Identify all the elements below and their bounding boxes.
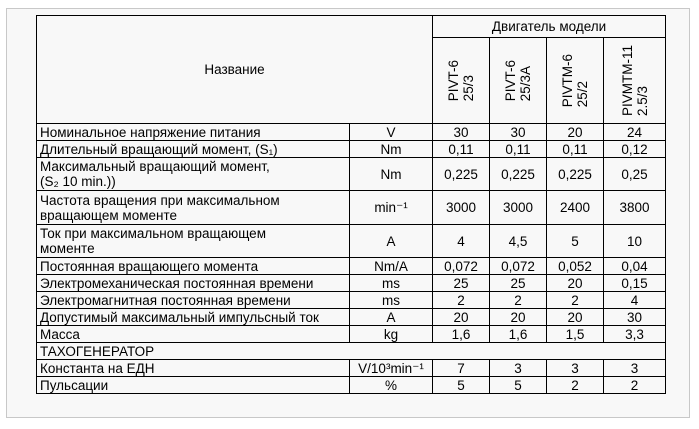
value: 3 bbox=[514, 360, 522, 376]
value-cell bbox=[433, 326, 490, 343]
value-cell bbox=[547, 191, 604, 225]
value: 5 bbox=[514, 377, 522, 393]
table-row bbox=[37, 377, 666, 394]
param-name: Допустимый максимальный импульсный ток bbox=[40, 309, 319, 325]
param-name-line2: моменте bbox=[40, 241, 95, 256]
value: 30 bbox=[510, 124, 526, 140]
param-name: Масса bbox=[40, 326, 80, 342]
value: 5 bbox=[457, 377, 465, 393]
value-cell bbox=[490, 191, 547, 225]
unit: % bbox=[385, 377, 398, 393]
param-name: Константа на ЕДН bbox=[40, 360, 155, 376]
value-cell bbox=[547, 275, 604, 292]
value-cell bbox=[490, 141, 547, 158]
value-cell bbox=[547, 309, 604, 326]
unit: Nm/A bbox=[374, 258, 408, 274]
unit: A bbox=[386, 309, 396, 325]
value-cell bbox=[547, 292, 604, 309]
models-header-cell bbox=[433, 16, 666, 38]
table-row bbox=[37, 158, 666, 191]
models-header: Двигатель модели bbox=[491, 19, 607, 34]
table-row bbox=[37, 360, 666, 377]
value-cell bbox=[604, 225, 666, 258]
value-cell bbox=[433, 158, 490, 191]
param-name-cell bbox=[37, 124, 350, 141]
model-cell-3 bbox=[547, 38, 604, 124]
value-cell bbox=[490, 124, 547, 141]
value-cell bbox=[433, 225, 490, 258]
value-cell bbox=[547, 360, 604, 377]
param-name-cell bbox=[37, 292, 350, 309]
value: 30 bbox=[453, 124, 469, 140]
unit: Nm bbox=[380, 141, 402, 157]
unit: kg bbox=[383, 326, 399, 342]
value: 4,5 bbox=[508, 233, 528, 249]
value: 2 bbox=[457, 292, 465, 308]
value: 0,12 bbox=[621, 141, 648, 157]
param-name: Постоянная вращающего момента bbox=[40, 258, 259, 274]
value: 20 bbox=[567, 309, 583, 325]
unit: V bbox=[386, 124, 396, 140]
table-row bbox=[37, 124, 666, 141]
table-row bbox=[37, 258, 666, 275]
value-cell bbox=[547, 158, 604, 191]
table-row bbox=[37, 326, 666, 343]
value: 30 bbox=[627, 309, 643, 325]
value: 20 bbox=[453, 309, 469, 325]
value: 1,5 bbox=[565, 326, 585, 342]
value: 3000 bbox=[502, 200, 534, 215]
table-row bbox=[37, 275, 666, 292]
value: 10 bbox=[627, 233, 643, 249]
value: 24 bbox=[627, 124, 643, 140]
value: 0,072 bbox=[501, 258, 535, 274]
param-name-cell bbox=[37, 225, 350, 258]
value-cell bbox=[604, 292, 666, 309]
value: 3 bbox=[630, 360, 639, 376]
value: 20 bbox=[510, 309, 526, 325]
value-cell bbox=[433, 124, 490, 141]
value: 0,11 bbox=[562, 141, 588, 157]
table-row bbox=[37, 191, 666, 225]
table-row bbox=[37, 309, 666, 326]
value-cell bbox=[433, 377, 490, 394]
param-name: Электромагнитная постоянная времени bbox=[40, 292, 291, 308]
value-cell bbox=[433, 309, 490, 326]
param-name-cell bbox=[37, 158, 350, 191]
value: 0,04 bbox=[621, 258, 648, 274]
value-cell bbox=[490, 275, 547, 292]
value: 4 bbox=[457, 233, 465, 249]
table-row bbox=[37, 292, 666, 309]
unit-cell bbox=[350, 326, 433, 343]
section-title: ТАХОГЕНЕРАТОР bbox=[40, 343, 155, 359]
unit: ms bbox=[382, 292, 400, 308]
name-header-cell bbox=[37, 16, 433, 124]
param-name-cell bbox=[37, 309, 350, 326]
value-cell bbox=[433, 191, 490, 225]
unit: A bbox=[386, 233, 396, 249]
value-cell bbox=[433, 292, 490, 309]
value: 0,25 bbox=[621, 166, 648, 182]
param-name: Ток при максимальном вращающем bbox=[40, 226, 266, 241]
value: 0,11 bbox=[448, 141, 474, 157]
value: 1,6 bbox=[451, 326, 471, 342]
model-cell-1 bbox=[433, 38, 490, 124]
value-cell bbox=[490, 326, 547, 343]
value: 0,11 bbox=[505, 141, 531, 157]
model-label: PIVT-6 25/3 bbox=[446, 59, 477, 102]
value-cell bbox=[604, 275, 666, 292]
value-cell bbox=[547, 124, 604, 141]
value-cell bbox=[490, 360, 547, 377]
value: 25 bbox=[453, 275, 469, 291]
value: 0,072 bbox=[444, 258, 478, 274]
value-cell bbox=[490, 309, 547, 326]
param-name-cell bbox=[37, 258, 350, 275]
unit: ms bbox=[382, 275, 400, 291]
param-name-cell bbox=[37, 326, 350, 343]
unit-cell bbox=[350, 275, 433, 292]
value: 20 bbox=[567, 124, 583, 140]
param-name-cell bbox=[37, 377, 350, 394]
value: 0,225 bbox=[558, 166, 592, 182]
param-name-line2: (S₂ 10 min.)) bbox=[40, 174, 116, 189]
unit: V/10³min⁻¹ bbox=[358, 360, 424, 376]
value: 7 bbox=[457, 360, 465, 376]
param-name-cell bbox=[37, 191, 350, 225]
value: 4 bbox=[630, 292, 639, 308]
value: 5 bbox=[571, 233, 579, 249]
param-name: Номинальное напряжение питания bbox=[40, 124, 261, 140]
param-name-cell bbox=[37, 275, 350, 292]
param-name: Частота вращения при максимальном bbox=[40, 192, 280, 208]
value-cell bbox=[490, 292, 547, 309]
value: 3 bbox=[571, 360, 579, 376]
table-row bbox=[37, 141, 666, 158]
value: 2 bbox=[630, 377, 639, 393]
name-header: Название bbox=[204, 62, 265, 77]
model-cell-4 bbox=[604, 38, 666, 124]
param-name: Электромеханическая постоянная времени bbox=[40, 275, 314, 291]
unit: min⁻¹ bbox=[374, 200, 408, 215]
param-name: Пульсации bbox=[40, 377, 109, 393]
value-cell bbox=[604, 309, 666, 326]
value-cell bbox=[604, 258, 666, 275]
unit-cell bbox=[350, 377, 433, 394]
param-name-cell bbox=[37, 360, 350, 377]
model-label: PIVMTM-11 2.5/3 bbox=[619, 44, 650, 116]
param-name: Максимальный вращающий момент, bbox=[40, 159, 270, 174]
value: 0,052 bbox=[558, 258, 592, 274]
value-cell bbox=[547, 377, 604, 394]
value-cell bbox=[490, 377, 547, 394]
param-name: Длительный вращающий момент, (S₁) bbox=[40, 141, 278, 157]
param-name-line2: вращающем моменте bbox=[40, 207, 177, 223]
unit-cell bbox=[350, 191, 433, 225]
value-cell bbox=[604, 158, 666, 191]
value-cell bbox=[547, 326, 604, 343]
value-cell bbox=[604, 191, 666, 225]
value-cell bbox=[547, 141, 604, 158]
value: 2 bbox=[571, 292, 579, 308]
value: 3800 bbox=[619, 200, 650, 215]
unit-cell bbox=[350, 124, 433, 141]
unit-cell bbox=[350, 158, 433, 191]
value: 1,6 bbox=[508, 326, 528, 342]
unit-cell bbox=[350, 309, 433, 326]
value-cell bbox=[433, 141, 490, 158]
value-cell bbox=[604, 377, 666, 394]
value-cell bbox=[490, 225, 547, 258]
param-name-cell bbox=[37, 141, 350, 158]
value: 3,3 bbox=[625, 326, 644, 342]
value: 2400 bbox=[559, 200, 591, 215]
value-cell bbox=[490, 158, 547, 191]
section-cell bbox=[37, 343, 666, 360]
value-cell bbox=[604, 326, 666, 343]
value-cell bbox=[490, 258, 547, 275]
value-cell bbox=[604, 141, 666, 158]
value-cell bbox=[547, 225, 604, 258]
table-row bbox=[37, 225, 666, 258]
value: 0,225 bbox=[444, 166, 478, 182]
value: 2 bbox=[514, 292, 522, 308]
model-label: PIVTM-6 25/2 bbox=[560, 53, 591, 108]
unit-cell bbox=[350, 292, 433, 309]
motor-spec-table bbox=[36, 15, 666, 394]
value-cell bbox=[433, 275, 490, 292]
unit-cell bbox=[350, 258, 433, 275]
value: 2 bbox=[571, 377, 579, 393]
value-cell bbox=[547, 258, 604, 275]
model-label: PIVT-6 25/3A bbox=[503, 59, 534, 102]
unit-cell bbox=[350, 360, 433, 377]
model-cell-2 bbox=[490, 38, 547, 124]
value: 20 bbox=[567, 275, 583, 291]
unit-cell bbox=[350, 141, 433, 158]
value-cell bbox=[604, 360, 666, 377]
unit-cell bbox=[350, 225, 433, 258]
value-cell bbox=[433, 360, 490, 377]
value: 0,15 bbox=[621, 275, 648, 291]
value-cell bbox=[433, 258, 490, 275]
value: 0,225 bbox=[501, 166, 535, 182]
value-cell bbox=[604, 124, 666, 141]
unit: Nm bbox=[380, 166, 402, 182]
value: 25 bbox=[510, 275, 526, 291]
value: 3000 bbox=[445, 200, 477, 215]
section-row bbox=[37, 343, 666, 360]
